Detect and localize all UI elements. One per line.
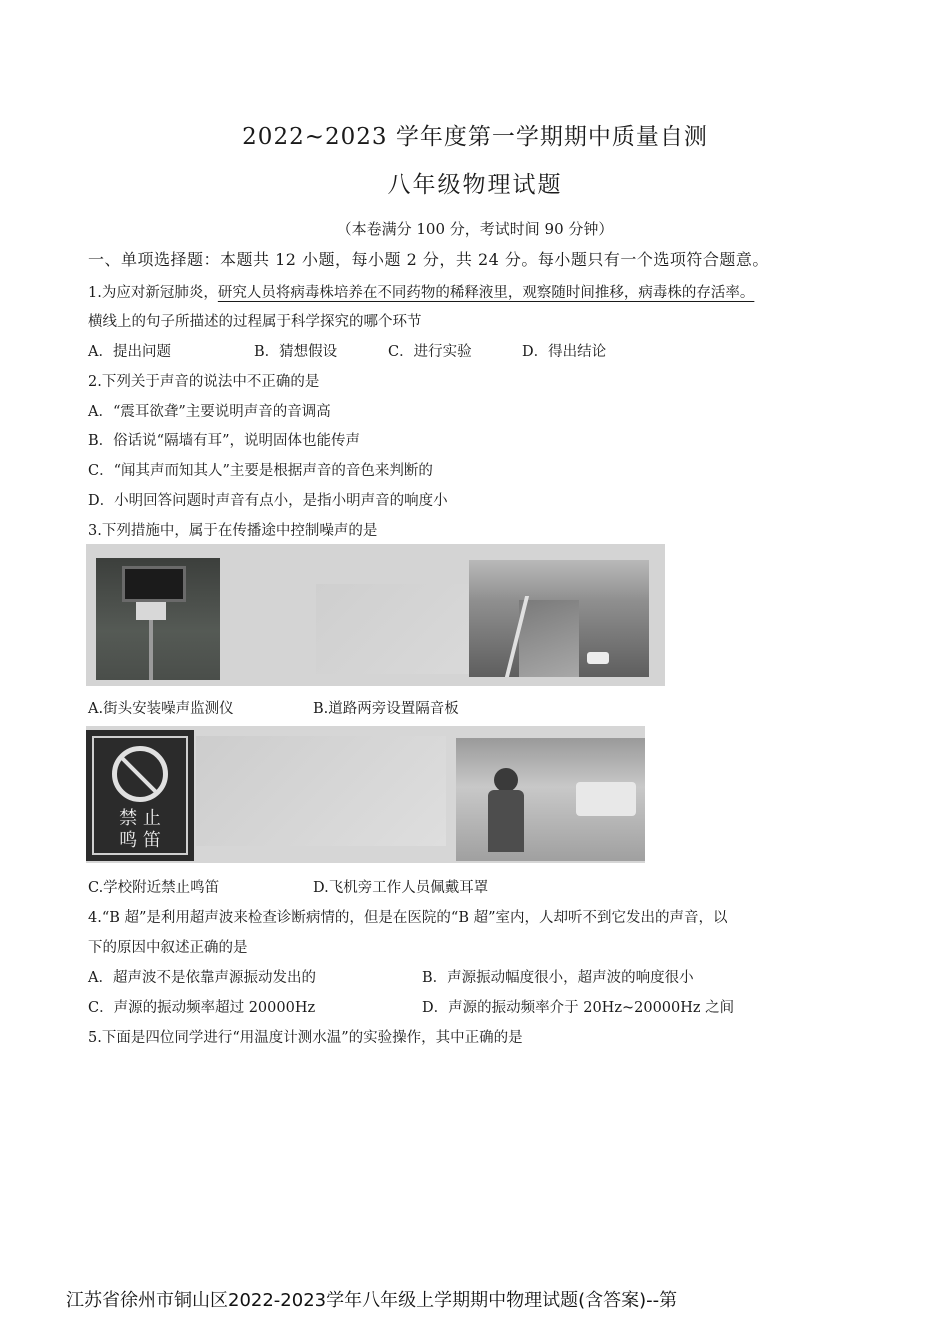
q1-prefix: 1.为应对新冠肺炎，: [88, 285, 218, 301]
q3-stem: 3.下列措施中，属于在传播途中控制噪声的是: [88, 523, 378, 539]
q4-option-c: C．声源的振动频率超过 20000Hz: [88, 1000, 316, 1016]
q1-underlined: 研究人员将病毒株培养在不同药物的稀释液里，观察随时间推移，病毒株的存活率。: [217, 285, 755, 301]
sign-text-1: 禁 止: [119, 808, 161, 829]
worker-body: [488, 790, 524, 852]
q2-option-c: C．“闻其声而知其人”主要是根据声音的音色来判断的: [88, 463, 433, 479]
road-barrier-photo: [469, 560, 649, 677]
q2-stem: 2.下列关于声音的说法中不正确的是: [88, 374, 320, 390]
q1-option-d: D．得出结论: [522, 344, 607, 360]
car: [587, 652, 609, 664]
monitor-display: [122, 566, 186, 602]
footer-source: 江苏省徐州市铜山区2022-2023学年八年级上学期期中物理试题(含答案)--第: [66, 1290, 678, 1311]
worker-head: [494, 768, 518, 792]
sign-text-2: 鸣 笛: [119, 830, 161, 851]
road-surface: [519, 600, 579, 677]
q4-option-a: A．超声波不是依靠声源振动发出的: [88, 970, 316, 986]
q3-image-strip-ab: [86, 544, 665, 686]
airport-worker-photo: [456, 738, 645, 861]
q3-image-strip-cd: [86, 726, 645, 863]
q5-stem: 5.下面是四位同学进行“用温度计测水温”的实验操作，其中正确的是: [88, 1030, 523, 1046]
q1-option-c: C．进行实验: [388, 344, 472, 360]
q2-option-b: B．俗话说“隔墙有耳”，说明固体也能传声: [88, 433, 360, 449]
q4-option-d: D．声源的振动频率介于 20Hz~20000Hz 之间: [422, 1000, 735, 1016]
q3-caption-a: A.街头安装噪声监测仪: [88, 701, 234, 717]
q3-caption-b: B.道路两旁设置隔音板: [313, 701, 459, 717]
q4-option-b: B．声源振动幅度很小，超声波的响度很小: [422, 970, 694, 986]
q1-stem-line2: 横线上的句子所描述的过程属于科学探究的哪个环节: [88, 314, 422, 330]
q3-caption-d: D.飞机旁工作人员佩戴耳罩: [313, 880, 489, 896]
page-title: 2022~2023 学年度第一学期期中质量自测: [242, 124, 708, 150]
page-subtitle: 八年级物理试题: [387, 172, 563, 198]
q1-stem: [88, 281, 754, 302]
q4-stem-line2: 下的原因中叙述正确的是: [88, 940, 248, 956]
strip-texture: [196, 736, 446, 846]
q2-option-d: D．小明回答问题时声音有点小，是指小明声音的响度小: [88, 493, 448, 509]
no-horn-icon: [112, 746, 168, 802]
exam-note: （本卷满分 100 分，考试时间 90 分钟）: [336, 220, 614, 238]
noise-monitor-photo: [96, 558, 220, 680]
q1-option-b: B．猜想假设: [254, 344, 338, 360]
section-heading: 一、单项选择题：本题共 12 小题，每小题 2 分，共 24 分。每小题只有一个选项符合题意。: [88, 250, 769, 269]
q1-option-a: A．提出问题: [88, 344, 171, 360]
vehicle: [576, 782, 636, 816]
q2-option-a: A．“震耳欲聋”主要说明声音的音调高: [88, 404, 331, 420]
monitor-pole: [149, 620, 153, 680]
q4-stem-line1: 4.“B 超”是利用超声波来检查诊断病情的，但是在医院的“B 超”室内，人却听不到它发出的声音，以: [88, 910, 728, 926]
monitor-label: [136, 602, 166, 620]
q3-caption-c: C.学校附近禁止鸣笛: [88, 880, 220, 896]
no-honking-sign: [86, 730, 194, 861]
slash: [119, 755, 159, 795]
